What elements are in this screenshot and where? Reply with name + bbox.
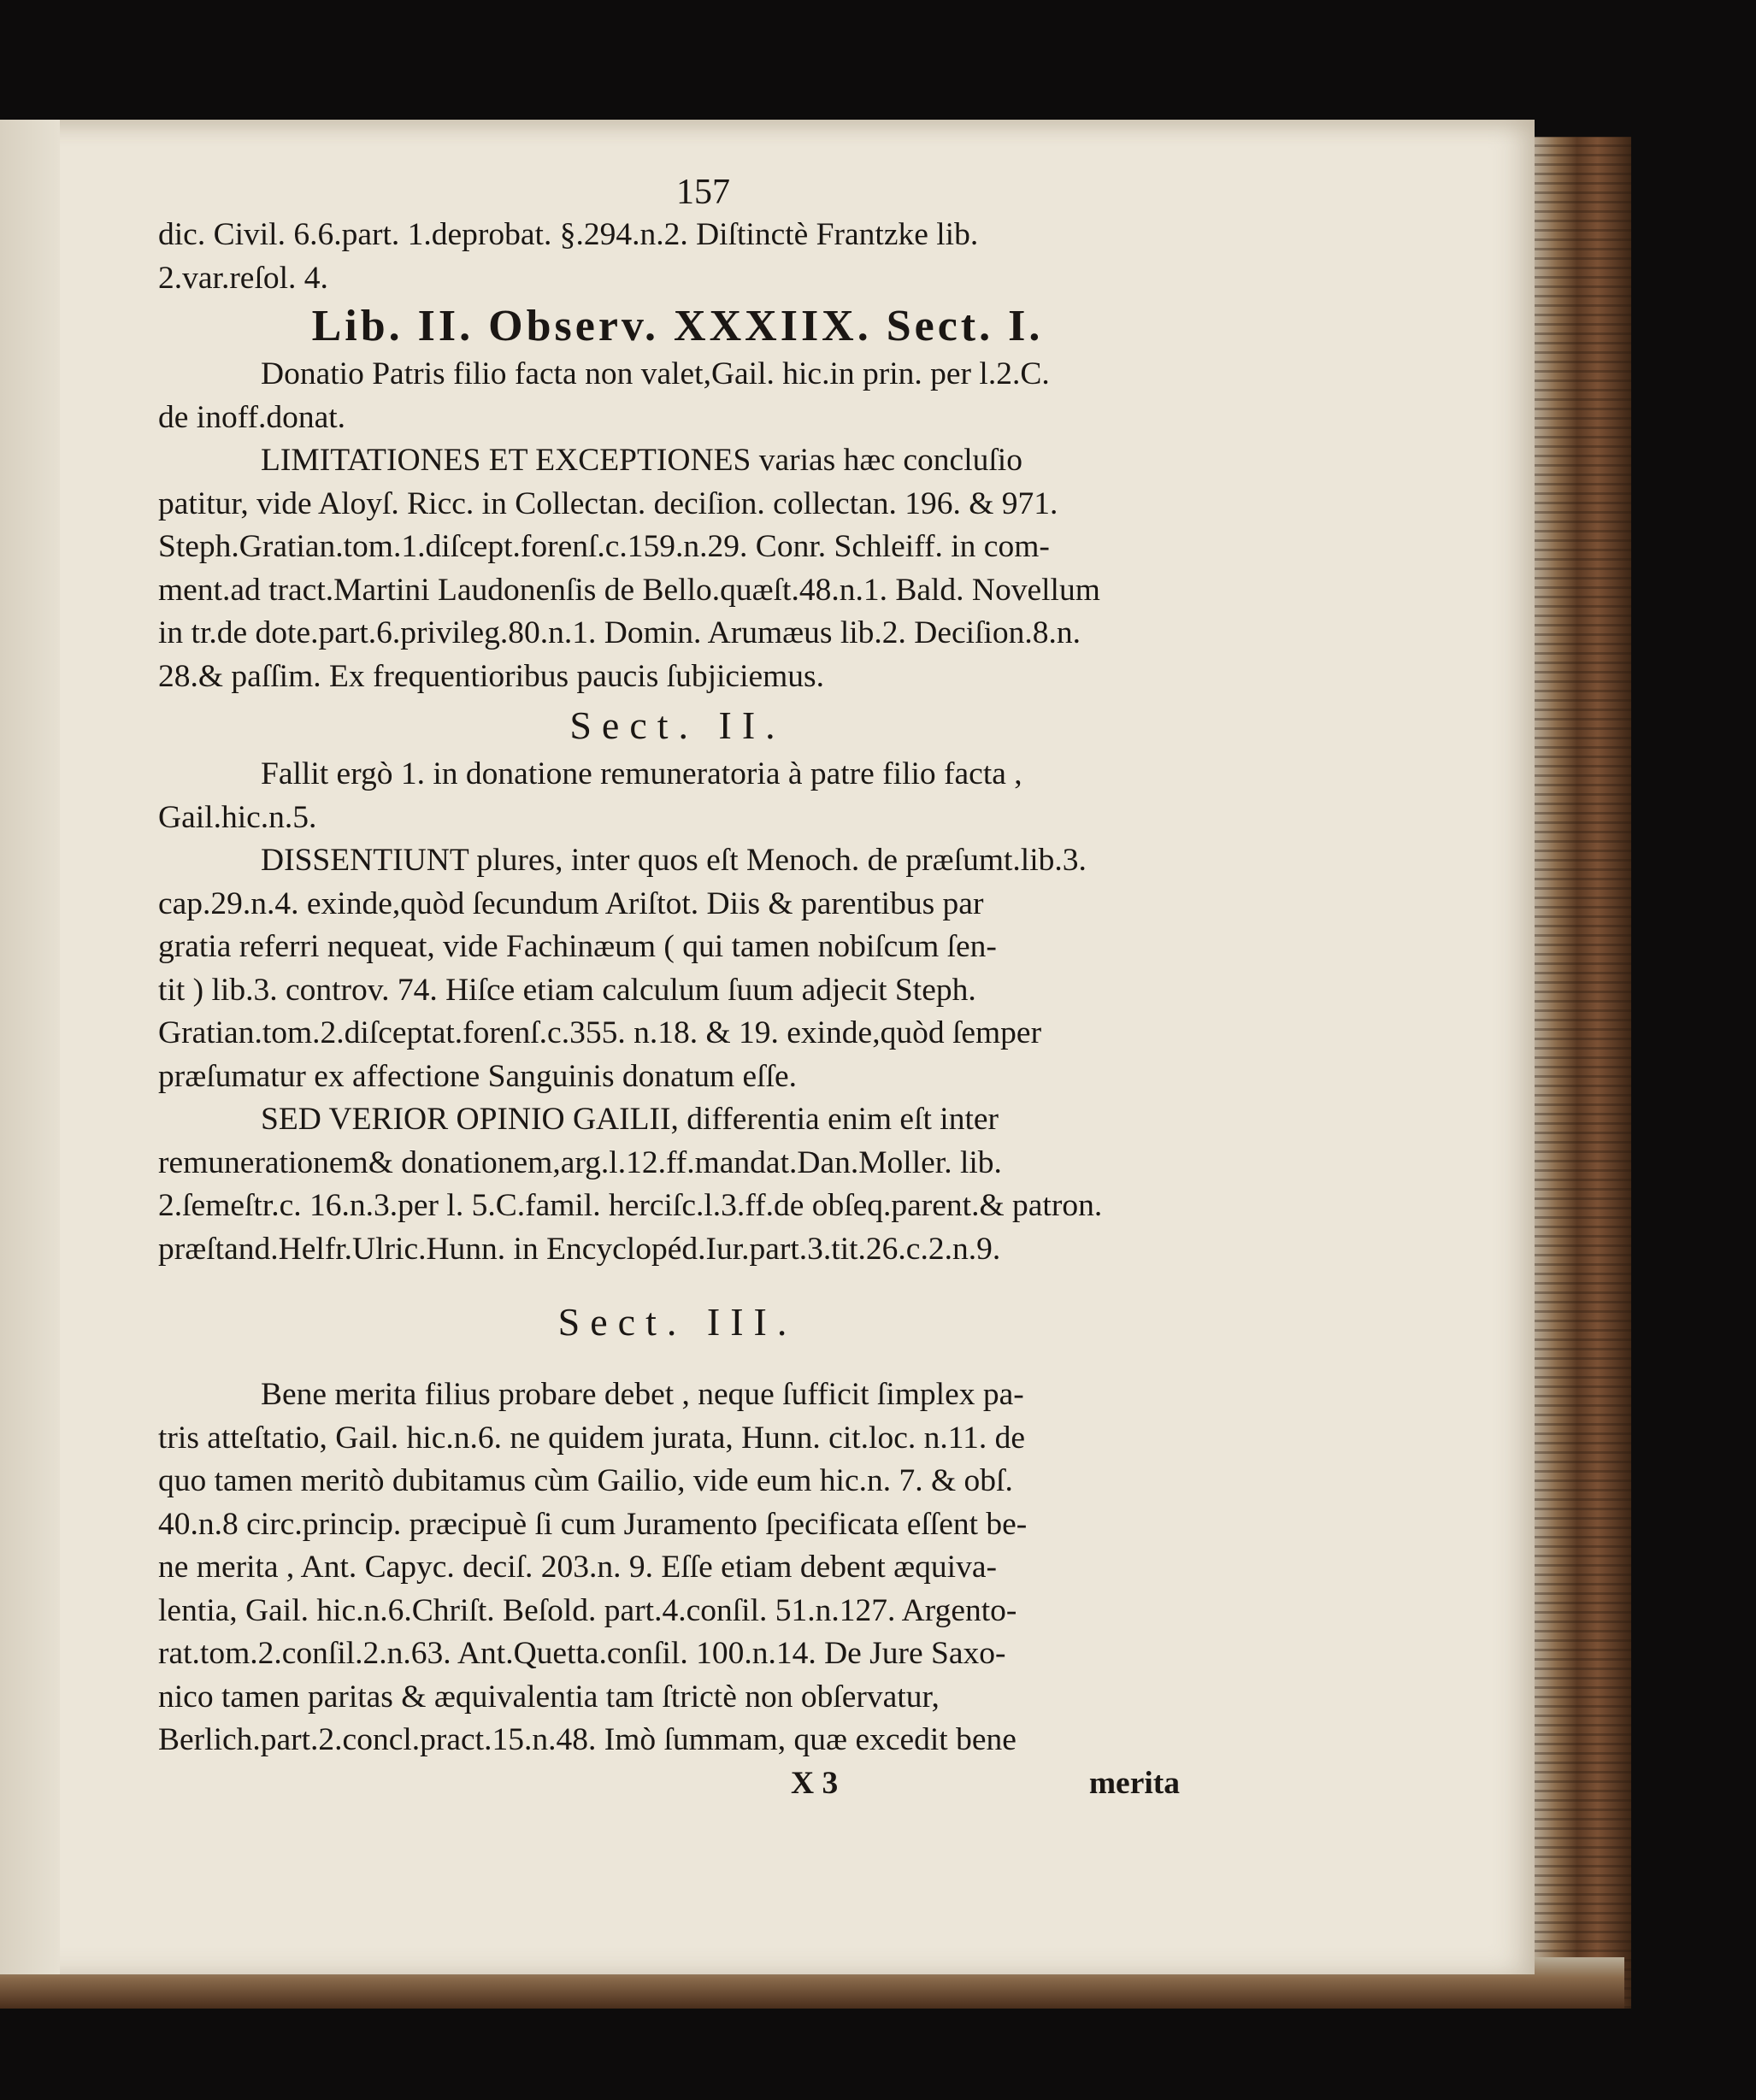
text-line: patitur, vide Aloyſ. Ricc. in Collectan. deciſion. collectan. 196. & 971. xyxy=(158,485,1058,521)
page-gutter xyxy=(0,120,60,1974)
text-line: dic. Civil. 6.6.part. 1.deprobat. §.294.n.2. Diſtinctè Frantzke lib. xyxy=(158,217,979,252)
text-line: 2.var.reſol. 4. xyxy=(158,260,328,296)
text-line: de inoff.donat. xyxy=(158,399,346,435)
text-line: Gail.hic.n.5. xyxy=(158,799,317,835)
text-line: Bene merita filius probare debet , neque ſufficit ſimplex pa- xyxy=(261,1377,1024,1412)
text-line: SED VERIOR OPINIO GAILII, differentia enim eſt inter xyxy=(261,1102,999,1137)
text-line: cap.29.n.4. exinde,quòd ſecundum Ariſtot. Diis & parentibus par xyxy=(158,885,984,921)
observation-heading: Lib. II. Observ. XXXIIX. Sect. I. xyxy=(311,302,1044,350)
page-text xyxy=(158,171,1197,1805)
text-line: ment.ad tract.Martini Laudonenſis de Bello.quæſt.48.n.1. Bald. Novellum xyxy=(158,572,1100,608)
text-line: præſumatur ex affectione Sanguinis donatum eſſe. xyxy=(158,1058,798,1094)
text-line: Donatio Patris filio facta non valet,Gail. hic.in prin. per l.2.C. xyxy=(261,356,1050,391)
text-line: tit ) lib.3. controv. 74. Hiſce etiam calculum ſuum adjecit Steph. xyxy=(158,972,976,1008)
text-line: nico tamen paritas & æquivalentia tam ſtrictè non obſervatur, xyxy=(158,1679,940,1715)
text-line: lentia, Gail. hic.n.6.Chriſt. Beſold. part.4.conſil. 51.n.127. Argento- xyxy=(158,1592,1017,1628)
text-line: 28.& paſſim. Ex frequentioribus paucis ſubjiciemus. xyxy=(158,658,825,694)
text-line: quo tamen meritò dubitamus cùm Gailio, vide eum hic.n. 7. & obſ. xyxy=(158,1463,1013,1498)
catchword: merita xyxy=(1088,1765,1180,1801)
section-heading: Sect. II. xyxy=(569,703,786,747)
text-line: præſtand.Helfr.Ulric.Hunn. in Encyclopéd.Iur.part.3.tit.26.c.2.n.9. xyxy=(158,1231,1001,1267)
page-number: 157 xyxy=(676,173,730,212)
text-line: Gratian.tom.2.diſceptat.forenſ.c.355. n.18. & 19. exinde,quòd ſemper xyxy=(158,1015,1042,1050)
text-line: 40.n.8 circ.princip. præcipuè ſi cum Juramento ſpecificata eſſent be- xyxy=(158,1506,1028,1542)
text-line: Berlich.part.2.concl.pract.15.n.48. Imò ſummam, quæ excedit bene xyxy=(158,1722,1016,1757)
signature-mark: X 3 xyxy=(791,1765,839,1801)
text-line: Fallit ergò 1. in donatione remuneratoria à patre filio facta , xyxy=(261,756,1022,791)
text-line: 2.ſemeſtr.c. 16.n.3.per l. 5.C.famil. herciſc.l.3.ff.de obſeq.parent.& patron. xyxy=(158,1188,1103,1223)
page-footer xyxy=(158,1762,1197,1806)
text-line: LIMITATIONES ET EXCEPTIONES varias hæc concluſio xyxy=(261,443,1022,478)
text-line: tris atteſtatio, Gail. hic.n.6. ne quidem jurata, Hunn. cit.loc. n.11. de xyxy=(158,1420,1025,1456)
section-heading: Sect. III. xyxy=(557,1300,798,1344)
text-line: Steph.Gratian.tom.1.diſcept.forenſ.c.159.n.29. Conr. Schleiff. in com- xyxy=(158,529,1050,564)
text-line: gratia referri nequeat, vide Fachinæum ( qui tamen nobiſcum ſen- xyxy=(158,929,997,964)
text-line: DISSENTIUNT plures, inter quos eſt Menoch. de præſumt.lib.3. xyxy=(261,843,1087,878)
text-line: ne merita , Ant. Capyc. deciſ. 203.n. 9. Eſſe etiam debent æquiva- xyxy=(158,1550,997,1585)
text-line: remunerationem& donationem,arg.l.12.ff.mandat.Dan.Moller. lib. xyxy=(158,1144,1002,1180)
text-line: in tr.de dote.part.6.privileg.80.n.1. Domin. Arumæus lib.2. Deciſion.8.n. xyxy=(158,615,1081,650)
text-line: rat.tom.2.conſil.2.n.63. Ant.Quetta.conſil. 100.n.14. De Jure Saxo- xyxy=(158,1636,1006,1671)
